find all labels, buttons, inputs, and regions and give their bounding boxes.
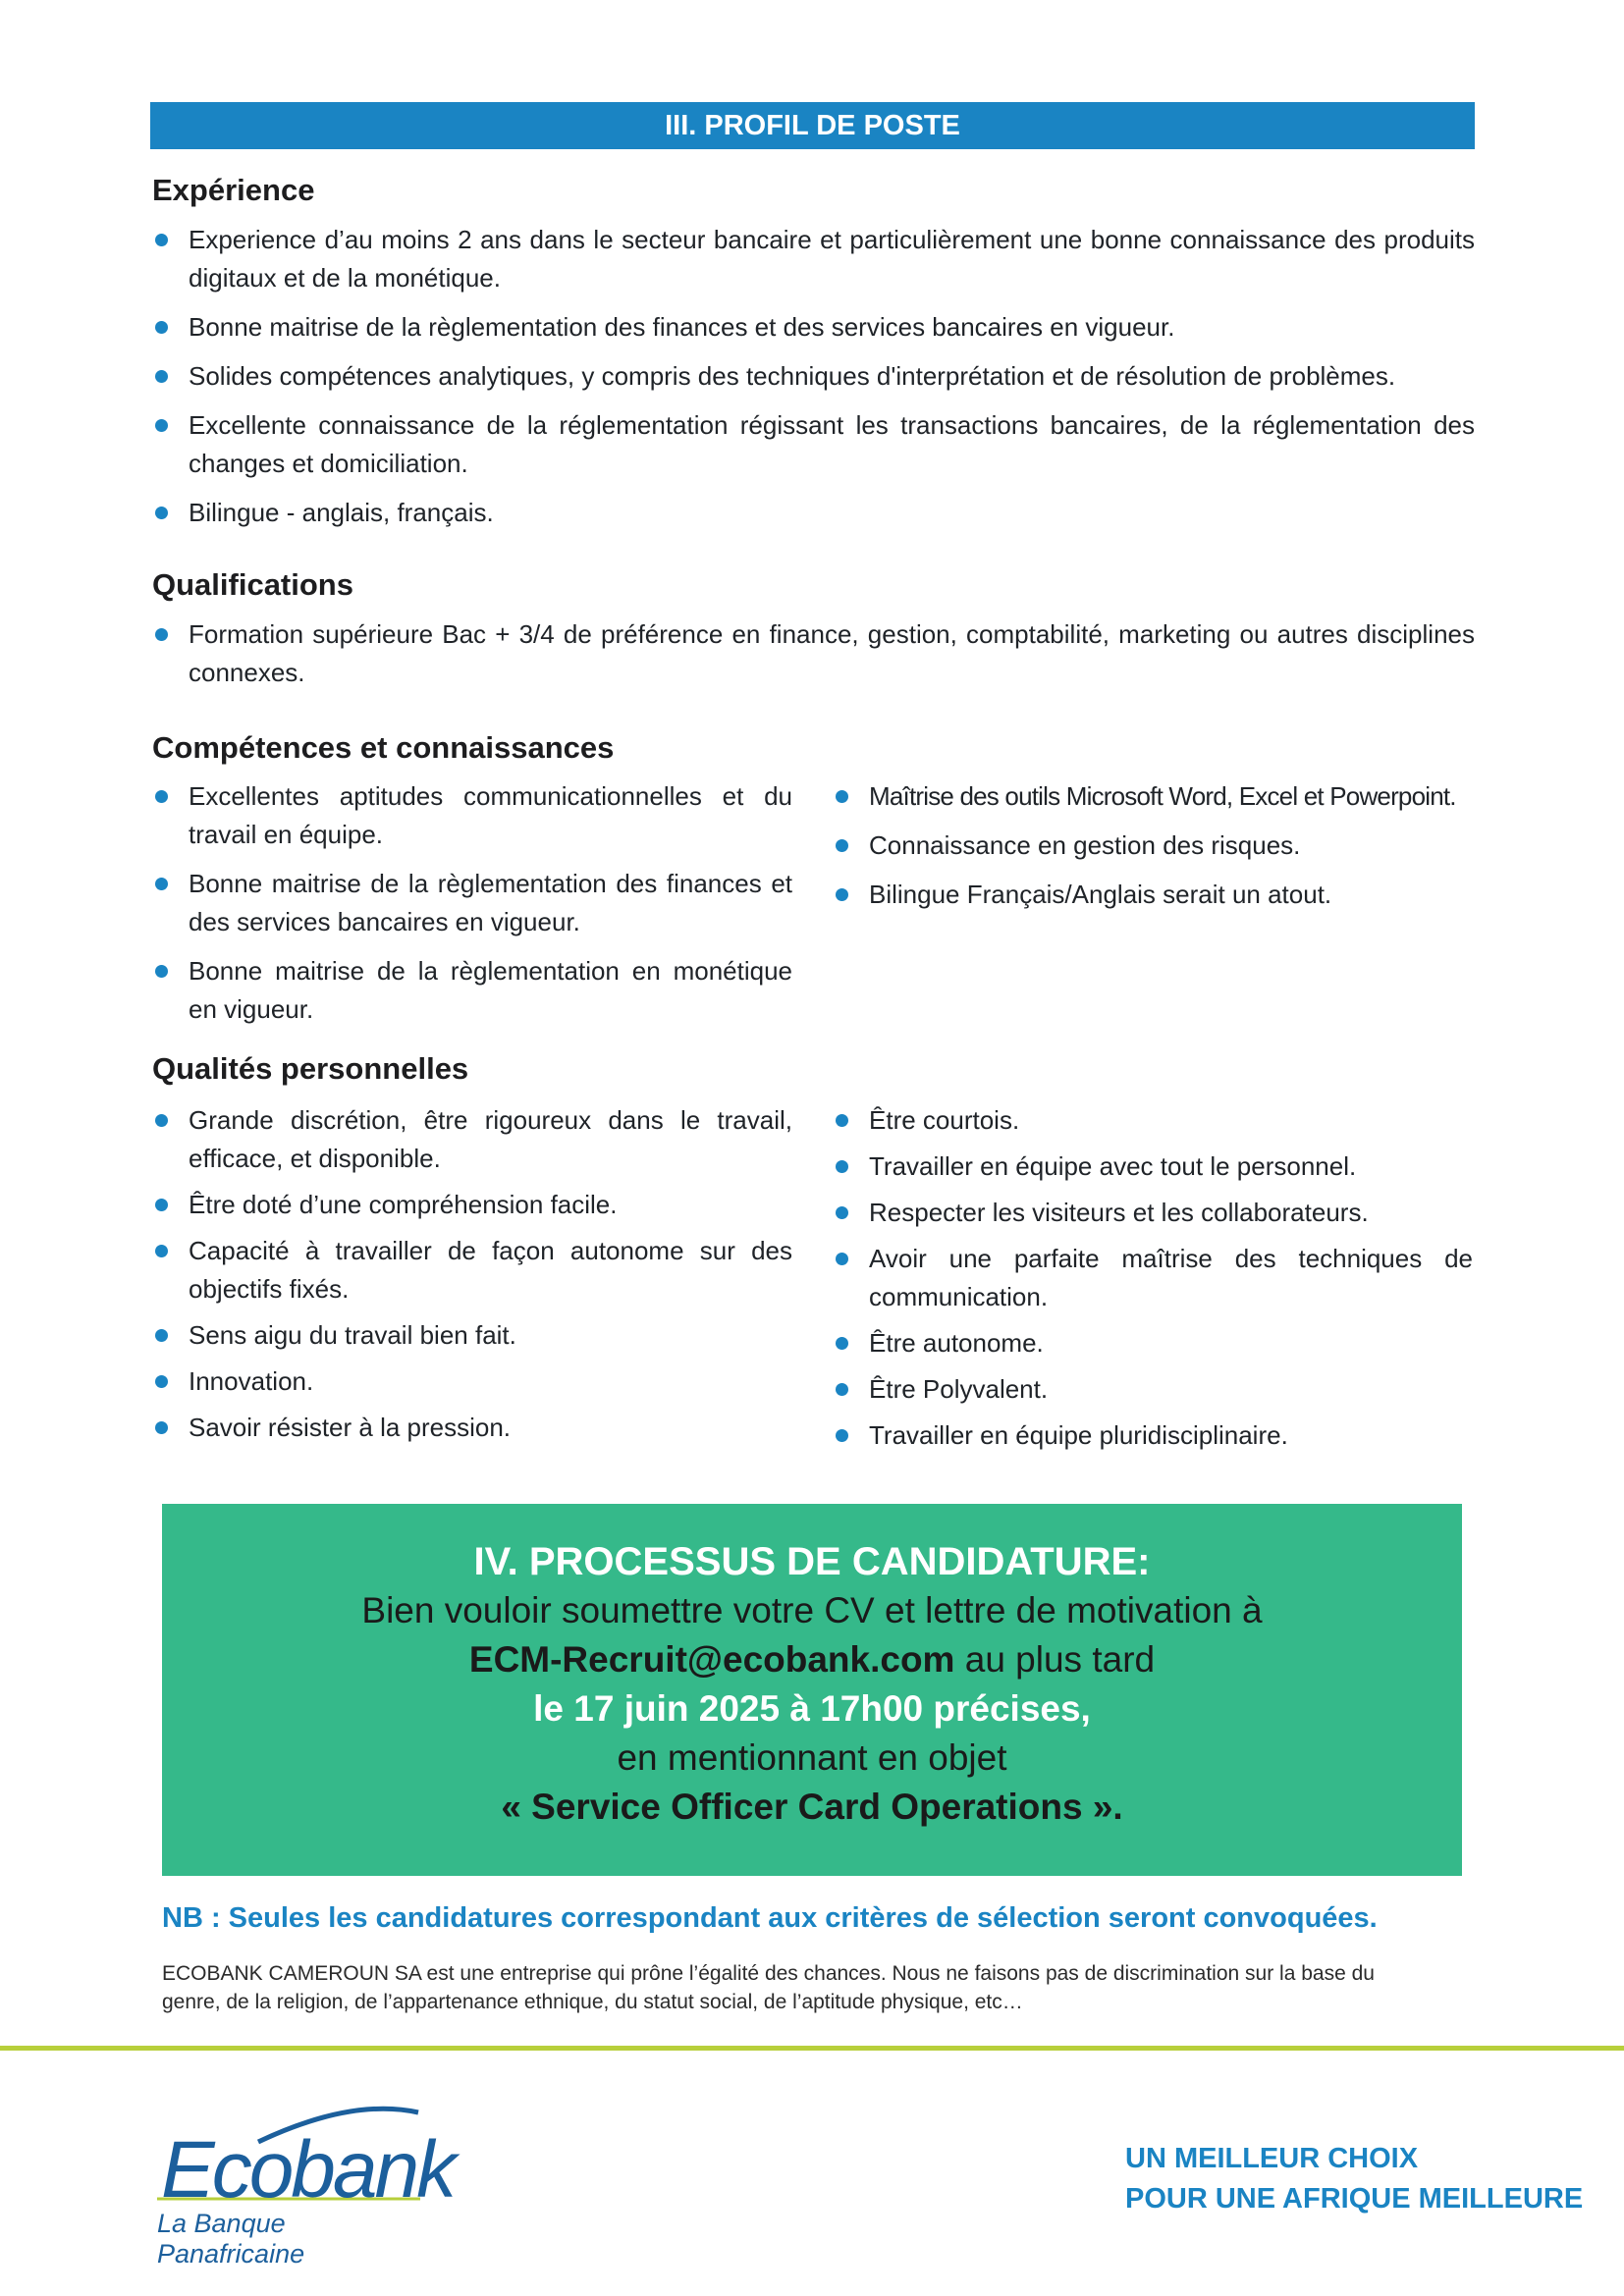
bullet-icon <box>155 1245 168 1257</box>
bullet-icon <box>836 1114 848 1127</box>
equal-opportunity-disclaimer: ECOBANK CAMEROUN SA est une entreprise qui prône l’égalité des chances. Nous ne faisons pas de discrimination sur la base du genre, de la religion, de l’appartenance ethnique, du statut social, de l’aptitude physique, etc… <box>162 1962 1375 2013</box>
qualifications-list <box>152 615 1475 703</box>
email-suffix: au plus tard <box>954 1639 1156 1680</box>
heading-qualifications: Qualifications <box>152 567 353 602</box>
list-item: Sens aigu du travail bien fait. <box>152 1316 792 1355</box>
list-item: Bonne maitrise de la règlementation des finances et des services bancaires en vigueur. <box>152 308 1475 347</box>
bullet-icon <box>155 1421 168 1434</box>
logo-wordmark: Ecobank <box>161 2125 455 2215</box>
list-item: Travailler en équipe avec tout le personnel. <box>833 1148 1473 1186</box>
application-deadline: le 17 juin 2025 à 17h00 précises, <box>533 1688 1091 1729</box>
bullet-icon <box>836 1383 848 1396</box>
bullet-icon <box>155 321 168 334</box>
bullet-icon <box>836 1429 848 1442</box>
list-item: Grande discrétion, être rigoureux dans le travail, efficace, et disponible. <box>152 1101 792 1178</box>
heading-competences: Compétences et connaissances <box>152 730 615 765</box>
list-item: Bilingue Français/Anglais serait un atout. <box>833 876 1481 914</box>
application-subject: « Service Officer Card Operations ». <box>501 1787 1123 1827</box>
bullet-icon <box>836 888 848 901</box>
application-email[interactable]: ECM-Recruit@ecobank.com <box>468 1639 955 1680</box>
list-item: Capacité à travailler de façon autonome sur des objectifs fixés. <box>152 1232 792 1308</box>
list-item: Bonne maitrise de la règlementation en monétique en vigueur. <box>152 952 792 1029</box>
footer-divider <box>0 2046 1624 2051</box>
list-item: Travailler en équipe pluridisciplinaire. <box>833 1416 1473 1455</box>
qualites-right-list <box>833 1101 1473 1463</box>
bullet-icon <box>155 234 168 246</box>
bullet-icon <box>836 1206 848 1219</box>
bullet-icon <box>836 1337 848 1350</box>
bullet-icon <box>836 1160 848 1173</box>
list-item: Maîtrise des outils Microsoft Word, Excel et Powerpoint. <box>833 777 1481 816</box>
list-item: Être doté d’une compréhension facile. <box>152 1186 792 1224</box>
bullet-icon <box>155 1199 168 1211</box>
bullet-icon <box>155 1114 168 1127</box>
bullet-icon <box>155 507 168 519</box>
bullet-icon <box>836 1253 848 1265</box>
list-item: Savoir résister à la pression. <box>152 1409 792 1447</box>
application-instruction: Bien vouloir soumettre votre CV et lettre de motivation à <box>361 1590 1263 1630</box>
section-title-candidature: IV. PROCESSUS DE CANDIDATURE: <box>473 1540 1151 1583</box>
footer-slogan <box>1125 2139 1583 2219</box>
list-item: Bonne maitrise de la règlementation des finances et des services bancaires en vigueur. <box>152 865 792 941</box>
subject-instruction: en mentionnant en objet <box>617 1737 1007 1778</box>
bullet-icon <box>155 1329 168 1342</box>
bullet-icon <box>836 839 848 852</box>
list-item: Experience d’au moins 2 ans dans le secteur bancaire et particulièrement une bonne connaissance des produits digitaux et de la monétique. <box>152 221 1475 297</box>
bullet-icon <box>155 628 168 641</box>
bullet-icon <box>155 965 168 978</box>
bullet-icon <box>155 419 168 432</box>
list-item: Excellente connaissance de la réglementation régissant les transactions bancaires, de la réglementation des changes et domiciliation. <box>152 406 1475 483</box>
competences-right-list <box>833 777 1481 925</box>
list-item: Bilingue - anglais, français. <box>152 494 1475 532</box>
section-title-profil: III. PROFIL DE POSTE <box>150 102 1475 149</box>
list-item: Excellentes aptitudes communicationnelles et du travail en équipe. <box>152 777 792 854</box>
bullet-icon <box>155 878 168 890</box>
ecobank-logo <box>155 2103 455 2269</box>
list-item: Être Polyvalent. <box>833 1370 1473 1409</box>
list-item: Respecter les visiteurs et les collaborateurs. <box>833 1194 1473 1232</box>
application-email-line <box>162 1635 1462 1684</box>
list-item: Être autonome. <box>833 1324 1473 1362</box>
bullet-icon <box>155 370 168 383</box>
bullet-icon <box>155 790 168 803</box>
qualites-left-list <box>152 1101 792 1455</box>
slogan-line-2: POUR UNE AFRIQUE MEILLEURE <box>1125 2183 1584 2215</box>
bullet-icon <box>836 790 848 803</box>
competences-left-list <box>152 777 792 1040</box>
logo-tagline: La Banque Panafricaine <box>157 2209 305 2269</box>
list-item: Avoir une parfaite maîtrise des techniques de communication. <box>833 1240 1473 1316</box>
bullet-icon <box>155 1375 168 1388</box>
heading-qualites: Qualités personnelles <box>152 1051 469 1086</box>
list-item: Être courtois. <box>833 1101 1473 1140</box>
list-item: Formation supérieure Bac + 3/4 de préférence en finance, gestion, comptabilité, marketing ou autres disciplines connexes. <box>152 615 1475 692</box>
nb-note: NB : Seules les candidatures correspondant aux critères de sélection seront convoquées. <box>162 1902 1378 1934</box>
slogan-line-1: UN MEILLEUR CHOIX <box>1125 2143 1419 2174</box>
heading-experience: Expérience <box>152 173 315 207</box>
application-process-panel <box>162 1504 1462 1876</box>
list-item: Innovation. <box>152 1362 792 1401</box>
list-item: Connaissance en gestion des risques. <box>833 827 1481 865</box>
experience-list <box>152 221 1475 543</box>
list-item: Solides compétences analytiques, y compris des techniques d'interprétation et de résolution de problèmes. <box>152 357 1475 396</box>
